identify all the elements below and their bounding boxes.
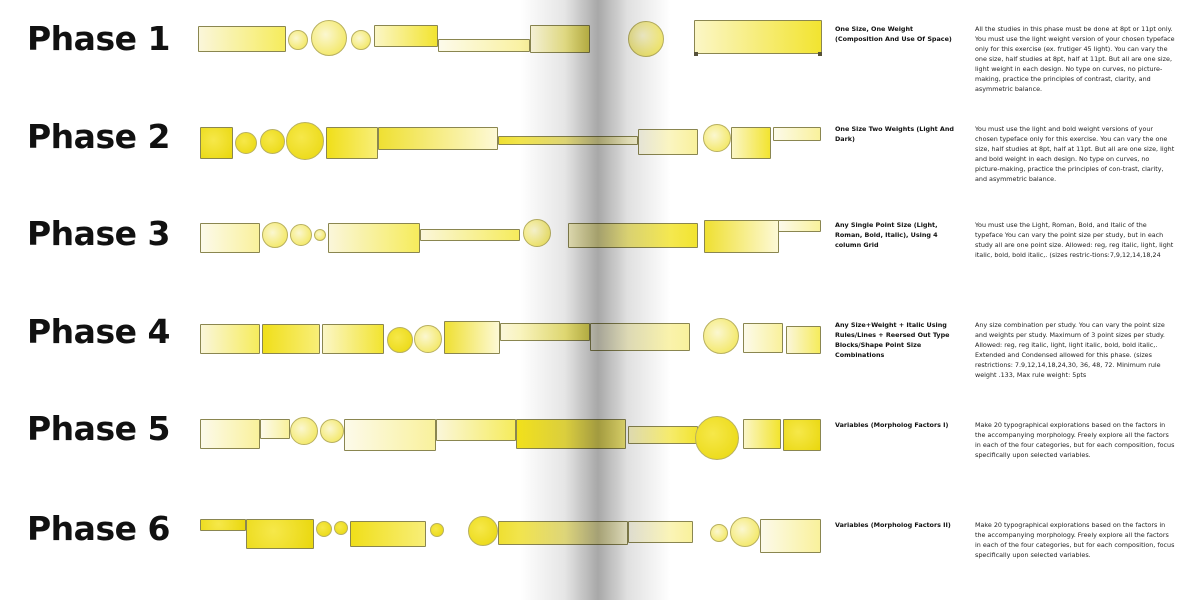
thumbnail-circle bbox=[311, 20, 347, 56]
phase-4-heading: Any Size+Weight + Italic Using Rules/Lines + Reersed Out Type Blocks/Shape Point Size Combinations bbox=[835, 321, 950, 359]
thumbnail bbox=[786, 326, 821, 354]
thumbnail bbox=[530, 25, 590, 53]
thumbnail bbox=[694, 20, 822, 54]
thumbnail-circle bbox=[290, 417, 318, 445]
phase-2-description: You must use the light and bold weight versions of your chosen typeface only for this exercise. You can vary the one size, half studies at 8pt, half at 11pt. But all are one size, light and bold weight in each design. No type on curves, no picture-making, practice the principles of con-trast, clarity, and asymmetric balance. bbox=[975, 125, 1175, 183]
thumbnail-circle bbox=[290, 224, 312, 246]
phase-5-description: Make 20 typographical explorations based on the factors in the accompanying morphology. Freely explore all the factors in each of the four categories, but for each composition, focus specifically upon selected variables. bbox=[975, 421, 1175, 459]
thumbnail-circle bbox=[710, 524, 728, 542]
thumbnail bbox=[498, 521, 628, 545]
thumbnail-circle bbox=[316, 521, 332, 537]
thumbnail bbox=[374, 25, 438, 47]
thumbnail bbox=[743, 419, 781, 449]
thumbnail-circle bbox=[628, 21, 664, 57]
phase-6-thumbnail-strip bbox=[198, 514, 823, 552]
thumbnail bbox=[200, 519, 246, 531]
thumbnail bbox=[438, 39, 530, 52]
thumbnail bbox=[773, 127, 821, 141]
thumbnail bbox=[590, 323, 690, 351]
phase-3-description: You must use the Light, Roman, Bold, and Italic of the typeface You can vary the point size per study, but in each study all are one point size. Allowed: reg, reg italic, light, light italic, bold, bold italic,. (sizes restric-tions:7,9,12,14,18,24 bbox=[975, 221, 1174, 259]
corner-mark bbox=[694, 52, 698, 56]
thumbnail-circle bbox=[288, 30, 308, 50]
thumbnail bbox=[516, 419, 626, 449]
thumbnail bbox=[743, 323, 783, 353]
thumbnail-circle bbox=[262, 222, 288, 248]
thumbnail bbox=[568, 223, 698, 248]
phase-6-description: Make 20 typographical explorations based on the factors in the accompanying morphology. Freely explore all the factors in each of the four categories, but for each composition, focus specifically upon selected variables. bbox=[975, 521, 1175, 559]
phase-3-title: Phase 3 bbox=[27, 214, 170, 253]
thumbnail bbox=[778, 220, 821, 232]
thumbnail bbox=[200, 419, 260, 449]
book-spine-gutter bbox=[520, 0, 670, 600]
thumbnail bbox=[420, 229, 520, 241]
phase-2-thumbnail-strip bbox=[198, 122, 823, 160]
thumbnail bbox=[350, 521, 426, 547]
thumbnail bbox=[760, 519, 821, 553]
phase-2-title: Phase 2 bbox=[27, 117, 170, 156]
thumbnail bbox=[628, 521, 693, 543]
thumbnail bbox=[200, 127, 233, 159]
thumbnail-circle bbox=[320, 419, 344, 443]
thumbnail-circle bbox=[703, 318, 739, 354]
thumbnail bbox=[344, 419, 436, 451]
thumbnail-circle bbox=[314, 229, 326, 241]
thumbnail-circle bbox=[387, 327, 413, 353]
phase-4-title: Phase 4 bbox=[27, 312, 170, 351]
phase-3-heading: Any Single Point Size (Light, Roman, Bold, Italic), Using 4 column Grid bbox=[835, 221, 938, 249]
thumbnail bbox=[731, 127, 771, 159]
thumbnail bbox=[500, 323, 590, 341]
thumbnail bbox=[444, 321, 500, 354]
phase-1-heading: One Size, One Weight (Composition And Use Of Space) bbox=[835, 25, 952, 43]
phase-5-heading: Variables (Morpholog Factors I) bbox=[835, 421, 949, 429]
thumbnail bbox=[498, 136, 638, 145]
thumbnail-circle bbox=[414, 325, 442, 353]
phase-6-title: Phase 6 bbox=[27, 509, 170, 548]
thumbnail bbox=[198, 26, 286, 52]
phase-5-title: Phase 5 bbox=[27, 409, 170, 448]
phase-2-heading: One Size Two Weights (Light And Dark) bbox=[835, 125, 954, 143]
corner-mark bbox=[818, 52, 822, 56]
thumbnail bbox=[704, 220, 779, 253]
thumbnail bbox=[378, 127, 498, 150]
phase-6-heading: Variables (Morpholog Factors II) bbox=[835, 521, 951, 529]
phase-4-description: Any size combination per study. You can vary the point size and weights per study. Maximum of 3 point sizes per study. Allowed: reg, reg italic, light, light italic, bold, bold italic,. Extended and Condensed allowed for this phase. (sizes restrictions: 7.9,12,14,18,24,30, 36, 48, 72. Minimum rule weight .133, Max rule weight: 5pts bbox=[975, 321, 1165, 379]
phase-5-thumbnail-strip bbox=[198, 414, 823, 452]
thumbnail bbox=[200, 324, 260, 354]
thumbnail-circle bbox=[430, 523, 444, 537]
thumbnail bbox=[260, 419, 290, 439]
thumbnail-circle bbox=[351, 30, 371, 50]
thumbnail bbox=[436, 419, 516, 441]
phase-4-thumbnail-strip bbox=[198, 318, 823, 356]
thumbnail bbox=[246, 519, 314, 549]
thumbnail-circle bbox=[695, 416, 739, 460]
thumbnail-circle bbox=[703, 124, 731, 152]
thumbnail-circle bbox=[235, 132, 257, 154]
thumbnail bbox=[638, 129, 698, 155]
thumbnail-circle bbox=[286, 122, 324, 160]
thumbnail bbox=[783, 419, 821, 451]
phase-1-thumbnail-strip bbox=[198, 20, 823, 58]
thumbnail bbox=[200, 223, 260, 253]
phase-1-title: Phase 1 bbox=[27, 19, 170, 58]
thumbnail bbox=[628, 426, 698, 444]
thumbnail-circle bbox=[260, 129, 285, 154]
thumbnail-circle bbox=[468, 516, 498, 546]
thumbnail-circle bbox=[523, 219, 551, 247]
thumbnail bbox=[262, 324, 320, 354]
thumbnail bbox=[326, 127, 378, 159]
thumbnail-circle bbox=[730, 517, 760, 547]
phase-1-description: All the studies in this phase must be done at 8pt or 11pt only. You must use the light weight version of your chosen typeface only for this exercise (ex. frutiger 45 light). You can vary the one size, half studies at 8pt, half at 11pt. But all are one size, light weight in each design. No type on curves, no picture-making, practice the principles of contrast, clarity, and asymmetric balance. bbox=[975, 25, 1175, 93]
phase-3-thumbnail-strip bbox=[198, 217, 823, 255]
thumbnail bbox=[328, 223, 420, 253]
thumbnail bbox=[322, 324, 384, 354]
thumbnail-circle bbox=[334, 521, 348, 535]
